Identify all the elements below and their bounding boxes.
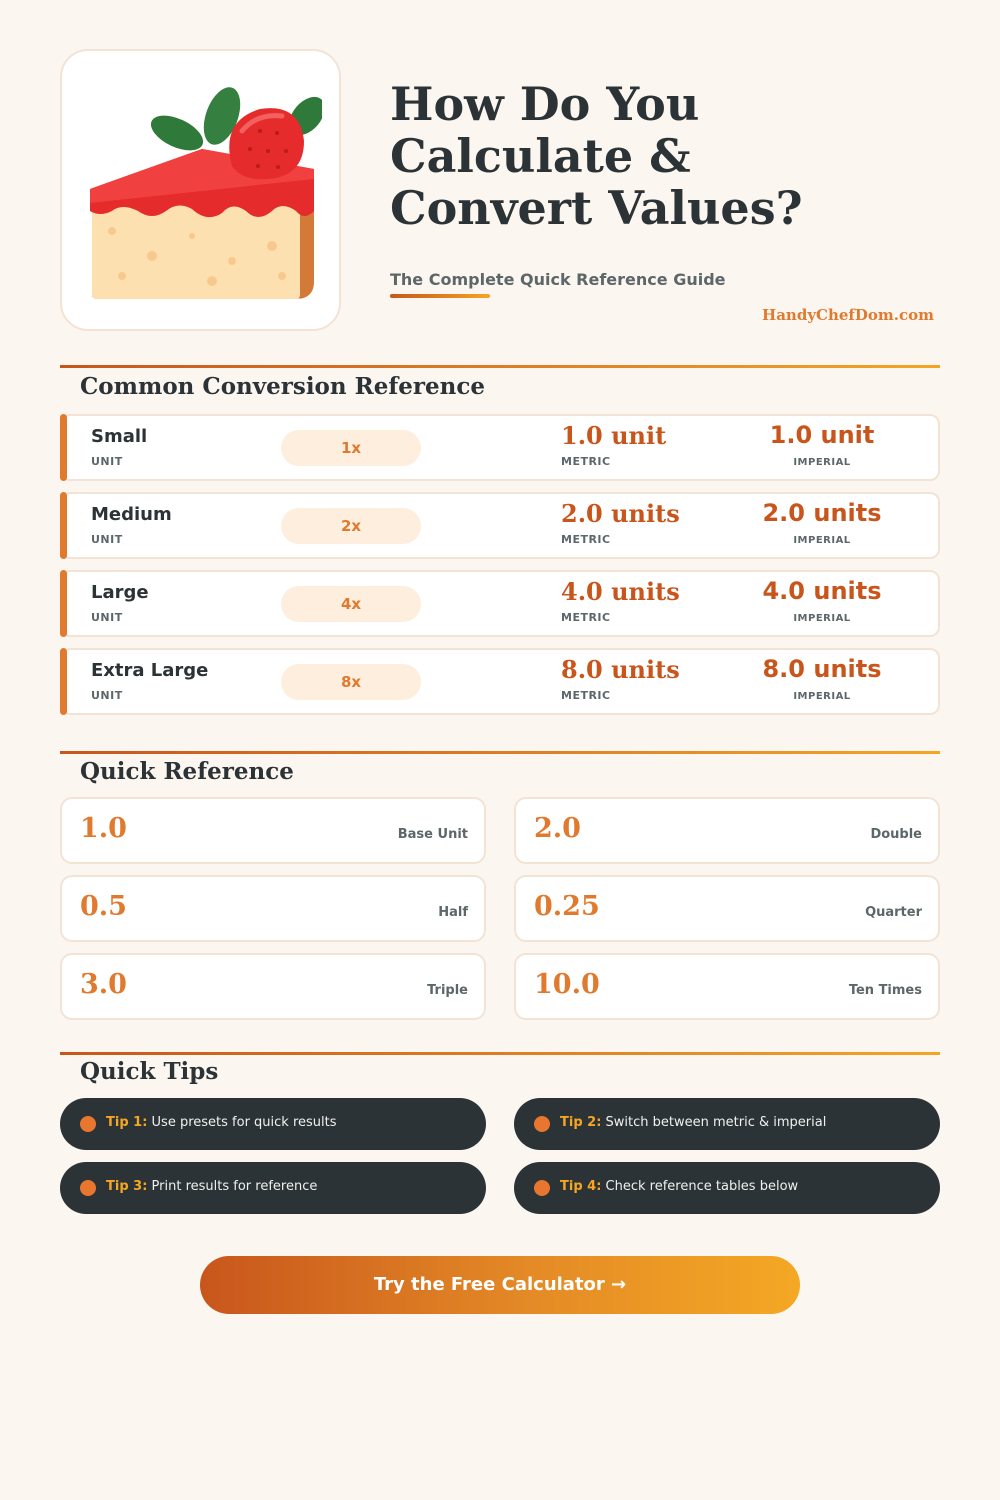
section-title-quick-reference: Quick Reference <box>80 758 294 785</box>
multiplier-badge: 4x <box>281 586 421 622</box>
section-divider <box>60 751 940 754</box>
imperial-label: IMPERIAL <box>793 535 851 546</box>
imperial-value: 1.0 unit <box>769 421 875 449</box>
size-name: Small <box>91 426 148 447</box>
reference-value: 2.0 <box>534 813 581 844</box>
metric-value: 8.0 units <box>561 655 680 684</box>
site-link[interactable]: HandyChefDom.com <box>762 306 934 324</box>
tip-key: Tip 1: <box>106 1115 148 1130</box>
cheesecake-icon <box>82 71 322 311</box>
subtitle-underline <box>390 294 490 298</box>
tip-body: Check reference tables below <box>605 1179 799 1194</box>
tip-key: Tip 2: <box>560 1115 602 1130</box>
conversion-row <box>60 570 940 637</box>
reference-value: 10.0 <box>534 969 600 1000</box>
tip-pill <box>60 1162 486 1214</box>
multiplier-badge: 2x <box>281 508 421 544</box>
title-line-3: Convert Values? <box>390 181 803 235</box>
reference-value: 0.25 <box>534 891 600 922</box>
reference-value: 3.0 <box>80 969 127 1000</box>
tip-text <box>560 1115 826 1130</box>
tip-pill <box>514 1162 940 1214</box>
reference-value: 0.5 <box>80 891 127 922</box>
section-title-conversion: Common Conversion Reference <box>80 373 486 400</box>
size-name: Medium <box>91 504 172 525</box>
multiplier-badge: 8x <box>281 664 421 700</box>
bullet-dot-icon <box>80 1180 96 1196</box>
tip-text <box>560 1179 798 1194</box>
reference-label: Triple <box>427 983 468 998</box>
metric-label: METRIC <box>561 455 611 468</box>
hero-image-card <box>60 49 341 331</box>
imperial-label: IMPERIAL <box>793 691 851 702</box>
bullet-dot-icon <box>534 1116 550 1132</box>
metric-value: 2.0 units <box>561 499 680 528</box>
metric-label: METRIC <box>561 611 611 624</box>
imperial-label: IMPERIAL <box>793 457 851 468</box>
size-name: Large <box>91 582 149 603</box>
imperial-value: 4.0 units <box>762 577 882 605</box>
quick-reference-card <box>514 797 940 864</box>
title-line-1: How Do You <box>390 77 700 131</box>
section-divider <box>60 1052 940 1055</box>
tip-body: Use presets for quick results <box>151 1115 337 1130</box>
imperial-label: IMPERIAL <box>793 613 851 624</box>
size-label: UNIT <box>91 455 123 468</box>
try-calculator-button[interactable]: Try the Free Calculator → <box>200 1256 800 1314</box>
tip-pill <box>60 1098 486 1150</box>
metric-value: 4.0 units <box>561 577 680 606</box>
quick-reference-card <box>60 797 486 864</box>
row-accent-bar <box>60 414 67 481</box>
tip-text <box>106 1115 337 1130</box>
tip-text <box>106 1179 317 1194</box>
reference-label: Half <box>438 905 468 920</box>
tip-key: Tip 3: <box>106 1179 148 1194</box>
subtitle: The Complete Quick Reference Guide <box>390 270 726 289</box>
imperial-value: 8.0 units <box>762 655 882 683</box>
multiplier-badge: 1x <box>281 430 421 466</box>
reference-label: Base Unit <box>397 827 468 842</box>
reference-label: Double <box>870 827 922 842</box>
page-title <box>390 78 950 234</box>
bullet-dot-icon <box>534 1180 550 1196</box>
metric-label: METRIC <box>561 689 611 702</box>
title-line-2: Calculate & <box>390 129 691 183</box>
reference-label: Ten Times <box>848 983 922 998</box>
row-accent-bar <box>60 570 67 637</box>
quick-reference-card <box>514 953 940 1020</box>
tip-body: Print results for reference <box>151 1179 318 1194</box>
quick-reference-card <box>514 875 940 942</box>
section-title-tips: Quick Tips <box>80 1058 219 1085</box>
quick-reference-card <box>60 875 486 942</box>
imperial-value: 2.0 units <box>762 499 882 527</box>
tip-body: Switch between metric & imperial <box>605 1115 827 1130</box>
size-label: UNIT <box>91 611 123 624</box>
row-accent-bar <box>60 492 67 559</box>
conversion-row <box>60 492 940 559</box>
reference-label: Quarter <box>865 905 922 920</box>
row-accent-bar <box>60 648 67 715</box>
conversion-row <box>60 648 940 715</box>
metric-label: METRIC <box>561 533 611 546</box>
size-name: Extra Large <box>91 660 209 681</box>
tip-key: Tip 4: <box>560 1179 602 1194</box>
reference-value: 1.0 <box>80 813 127 844</box>
size-label: UNIT <box>91 533 123 546</box>
bullet-dot-icon <box>80 1116 96 1132</box>
conversion-row <box>60 414 940 481</box>
size-label: UNIT <box>91 689 123 702</box>
tip-pill <box>514 1098 940 1150</box>
metric-value: 1.0 unit <box>561 421 667 450</box>
quick-reference-card <box>60 953 486 1020</box>
section-divider <box>60 365 940 368</box>
